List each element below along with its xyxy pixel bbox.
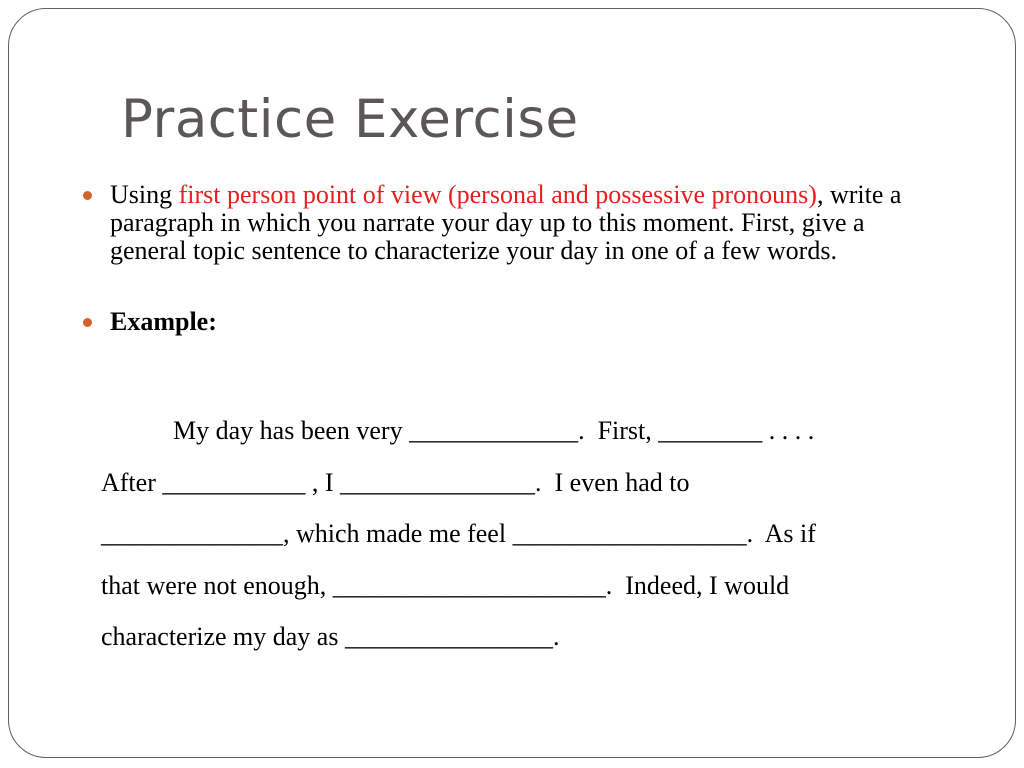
example-line: ______________, which made me feel __________________. As if [101,519,816,548]
instruction-rest: , write a paragraph in which you narrate your day up to this moment. First, give a general topic sentence to characterize your day in one of a few words. [110,180,902,265]
instruction-lead: Using [110,180,179,209]
example-paragraph [101,405,931,663]
example-line: characterize my day as ________________. [101,622,560,651]
example-line: My day has been very _____________. First, ________ . . . . [173,416,815,445]
example-label: Example: [110,307,217,336]
example-line: After ___________ , I _______________. I even had to [101,467,690,497]
bullet-list [83,181,943,336]
bullet-dot-icon [83,191,92,200]
example-bullet [83,308,943,336]
example-line: that were not enough, _____________________. Indeed, I would [101,570,790,600]
instruction-bullet [83,181,943,265]
bullet-dot-icon [83,318,92,327]
instruction-highlight: first person point of view (personal and possessive pronouns) [178,180,817,209]
slide-title: Practice Exercise [121,89,579,150]
